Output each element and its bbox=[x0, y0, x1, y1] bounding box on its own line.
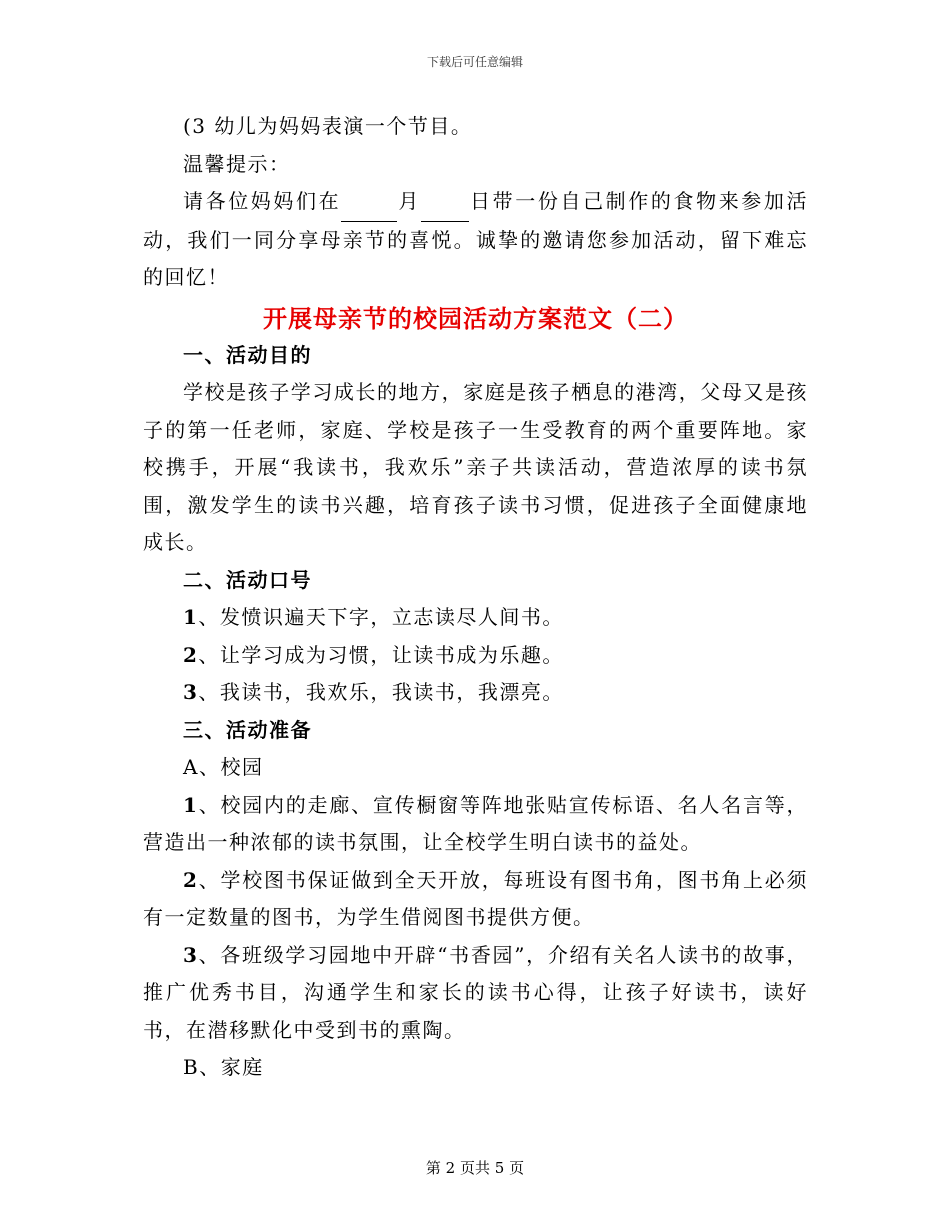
document-body bbox=[143, 108, 808, 1087]
month-blank bbox=[341, 183, 397, 222]
tip-month-label: 月 bbox=[397, 189, 421, 213]
day-blank bbox=[421, 183, 469, 222]
preparation-item bbox=[143, 787, 808, 862]
slogan-text: 、让学习成为习惯，让读书成为乐趣。 bbox=[198, 642, 564, 667]
tip-text-end: 日带一份自己制作的食物来参加活动，我们一同分享母亲节的喜悦。诚挚的邀请您参加活动，留下难忘的回忆！ bbox=[143, 189, 809, 289]
section-1-body: 学校是孩子学习成长的地方，家庭是孩子栖息的港湾，父母又是孩子的第一任老师，家庭、学校是孩子一生受教育的两个重要阵地。家校携手，开展“我读书，我欢乐”亲子共读活动，营造浓厚的读书氛围，激发学生的读书兴趣，培育孩子读书习惯，促进孩子全面健康地成长。 bbox=[143, 380, 808, 554]
page-header: 下载后可任意编辑 bbox=[426, 55, 523, 69]
preparation-number: 3 bbox=[183, 942, 199, 967]
preparation-text: 、各班级学习园地中开辟“书香园”，介绍有关名人读书的故事，推广优秀书目，沟通学生和家长的读书心得，让孩子好读书，读好书，在潜移默化中受到书的熏陶。 bbox=[143, 942, 808, 1042]
preparation-number: 1 bbox=[183, 792, 199, 817]
section-2-heading: 二、活动口号 bbox=[183, 567, 312, 592]
preparation-text: 、学校图书保证做到全天开放，每班设有图书角，图书角上必须有一定数量的图书，为学生借阅图书提供方便。 bbox=[143, 867, 808, 929]
subsection-b: B、家庭 bbox=[183, 1055, 264, 1079]
preparation-number: 2 bbox=[183, 867, 199, 892]
tip-text-start: 请各位妈妈们在 bbox=[183, 189, 342, 213]
slogan-number: 1 bbox=[183, 605, 199, 629]
slogan-text: 、我读书，我欢乐，我读书，我漂亮。 bbox=[198, 680, 564, 704]
document-title: 开展母亲节的校园活动方案范文（二） bbox=[263, 303, 688, 333]
slogan-item bbox=[143, 674, 808, 712]
tip-paragraph bbox=[143, 183, 808, 297]
slogan-item bbox=[143, 637, 808, 675]
intro-line: (3 幼儿为妈妈表演一个节目。 bbox=[183, 114, 473, 138]
tip-label: 温馨提示： bbox=[183, 151, 291, 176]
slogan-number: 3 bbox=[183, 680, 199, 704]
preparation-text: 、校园内的走廊、宣传橱窗等阵地张贴宣传标语、名人名言等，营造出一种浓郁的读书氛围，让全校学生明白读书的益处。 bbox=[143, 792, 808, 854]
slogan-number: 2 bbox=[183, 642, 199, 667]
preparation-item bbox=[143, 862, 808, 937]
page-footer: 第 2 页共 5 页 bbox=[425, 1159, 525, 1177]
slogan-item bbox=[143, 599, 808, 637]
slogan-text: 、发愤识遍天下字，立志读尽人间书。 bbox=[198, 605, 564, 629]
section-1-heading: 一、活动目的 bbox=[183, 342, 312, 367]
section-3-heading: 三、活动准备 bbox=[183, 717, 312, 742]
subsection-a: A、校园 bbox=[183, 755, 264, 779]
preparation-item bbox=[143, 937, 808, 1050]
